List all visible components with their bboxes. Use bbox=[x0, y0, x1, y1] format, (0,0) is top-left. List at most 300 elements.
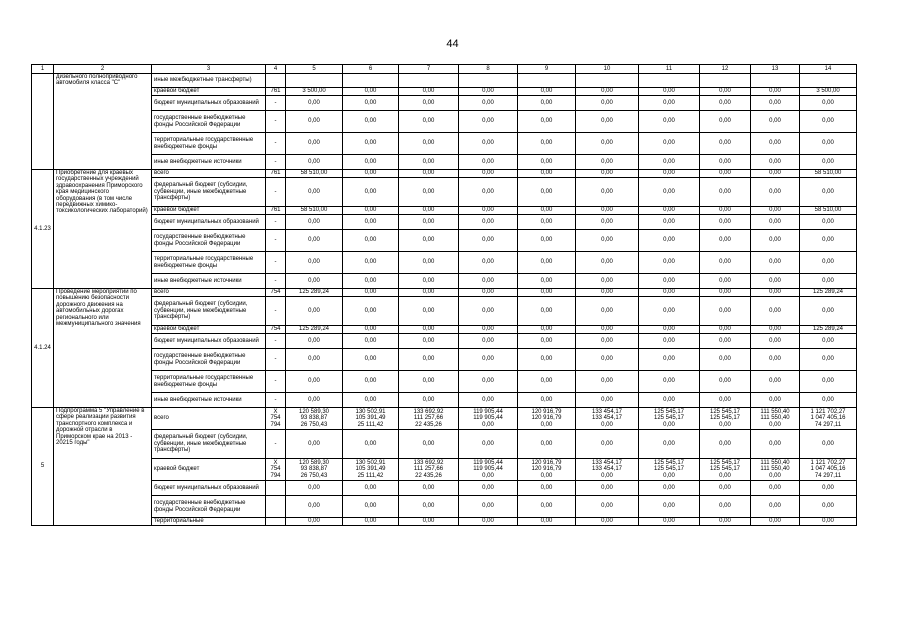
value-cell: 0,00 bbox=[343, 518, 399, 526]
value-cell: 0,00 bbox=[576, 252, 639, 274]
value-cell: 0,00 bbox=[700, 111, 751, 133]
value-cell: 0,00 bbox=[399, 88, 459, 96]
value-cell: 0,00 bbox=[576, 274, 639, 289]
value-cell: 0,00 bbox=[751, 297, 800, 326]
value-cell: 0,00 bbox=[576, 111, 639, 133]
value-cell: 0,00 bbox=[518, 170, 576, 178]
code-cell: X 754 794 bbox=[266, 408, 286, 430]
value-cell: 0,00 bbox=[639, 297, 700, 326]
value-cell: 0,00 bbox=[286, 518, 343, 526]
value-cell: 0,00 bbox=[286, 274, 343, 289]
value-cell: 0,00 bbox=[700, 178, 751, 207]
code-cell: 761 bbox=[266, 88, 286, 96]
value-cell: 0,00 bbox=[700, 230, 751, 252]
funding-source-cell: всего bbox=[152, 408, 266, 430]
value-cell: 0,00 bbox=[518, 207, 576, 215]
value-cell: 0,00 bbox=[399, 155, 459, 170]
value-cell: 0,00 bbox=[459, 88, 518, 96]
value-cell: 0,00 bbox=[459, 274, 518, 289]
code-cell: - bbox=[266, 349, 286, 371]
header-row bbox=[32, 65, 857, 74]
value-cell: 0,00 bbox=[576, 289, 639, 297]
table-row bbox=[32, 297, 857, 326]
value-cell: 0,00 bbox=[399, 297, 459, 326]
value-cell: 0,00 bbox=[751, 88, 800, 96]
value-cell: 0,00 bbox=[518, 96, 576, 111]
value-cell bbox=[700, 74, 751, 88]
value-cell: 0,00 bbox=[343, 88, 399, 96]
table-row bbox=[32, 289, 857, 297]
value-cell: 0,00 bbox=[639, 133, 700, 155]
funding-source-cell: федеральный бюджет (субсидии, субвенции, иные межбюджетные трансферты) bbox=[152, 430, 266, 459]
value-cell: 0,00 bbox=[639, 393, 700, 408]
value-cell: 0,00 bbox=[576, 334, 639, 349]
table-row bbox=[32, 430, 857, 459]
value-cell: 0,00 bbox=[700, 252, 751, 274]
value-cell: 0,00 bbox=[639, 88, 700, 96]
table-row bbox=[32, 215, 857, 230]
code-cell: - bbox=[266, 297, 286, 326]
value-cell: 0,00 bbox=[576, 88, 639, 96]
value-cell: 58 510,00 bbox=[800, 170, 857, 178]
value-cell: 0,00 bbox=[518, 274, 576, 289]
table-row bbox=[32, 408, 857, 430]
value-cell: 0,00 bbox=[800, 297, 857, 326]
value-cell: 0,00 bbox=[576, 518, 639, 526]
value-cell: 0,00 bbox=[751, 155, 800, 170]
code-cell bbox=[266, 518, 286, 526]
table-row bbox=[32, 111, 857, 133]
value-cell: 0,00 bbox=[399, 334, 459, 349]
header-cell-4: 4 bbox=[266, 65, 286, 74]
value-cell: 0,00 bbox=[751, 371, 800, 393]
item-number-cell: 5 bbox=[32, 408, 54, 526]
value-cell: 0,00 bbox=[639, 326, 700, 334]
value-cell: 133 454,17 133 454,17 0,00 bbox=[576, 459, 639, 481]
value-cell: 0,00 bbox=[459, 111, 518, 133]
funding-source-cell: территориальные государственные внебюджетные фонды bbox=[152, 371, 266, 393]
value-cell: 0,00 bbox=[700, 326, 751, 334]
value-cell: 0,00 bbox=[459, 230, 518, 252]
value-cell: 0,00 bbox=[399, 111, 459, 133]
table-row bbox=[32, 133, 857, 155]
value-cell: 0,00 bbox=[459, 371, 518, 393]
table-row bbox=[32, 230, 857, 252]
value-cell: 125 545,17 125 545,17 0,00 bbox=[700, 408, 751, 430]
code-cell: 761 bbox=[266, 207, 286, 215]
code-cell bbox=[266, 74, 286, 88]
funding-source-cell: иные внебюджетные источники bbox=[152, 393, 266, 408]
value-cell: 58 510,00 bbox=[286, 170, 343, 178]
value-cell: 0,00 bbox=[459, 496, 518, 518]
value-cell: 0,00 bbox=[639, 96, 700, 111]
value-cell: 119 905,44 119 905,44 0,00 bbox=[459, 459, 518, 481]
header-cell-9: 9 bbox=[518, 65, 576, 74]
value-cell: 0,00 bbox=[700, 88, 751, 96]
funding-source-cell: государственные внебюджетные фонды Российской Федерации bbox=[152, 111, 266, 133]
value-cell: 0,00 bbox=[576, 230, 639, 252]
value-cell bbox=[286, 74, 343, 88]
value-cell: 0,00 bbox=[576, 96, 639, 111]
value-cell: 0,00 bbox=[800, 155, 857, 170]
value-cell: 0,00 bbox=[700, 133, 751, 155]
value-cell bbox=[639, 74, 700, 88]
header-cell-8: 8 bbox=[459, 65, 518, 74]
table-row bbox=[32, 518, 857, 526]
value-cell: 0,00 bbox=[800, 274, 857, 289]
table-row bbox=[32, 274, 857, 289]
code-cell: 754 bbox=[266, 289, 286, 297]
value-cell: 0,00 bbox=[459, 334, 518, 349]
value-cell: 0,00 bbox=[343, 96, 399, 111]
value-cell: 0,00 bbox=[639, 496, 700, 518]
table-row bbox=[32, 207, 857, 215]
value-cell: 0,00 bbox=[751, 252, 800, 274]
code-cell: - bbox=[266, 274, 286, 289]
value-cell bbox=[343, 74, 399, 88]
value-cell: 0,00 bbox=[800, 96, 857, 111]
funding-source-cell: бюджет муниципальных образований bbox=[152, 481, 266, 496]
value-cell: 0,00 bbox=[751, 96, 800, 111]
value-cell: 0,00 bbox=[751, 207, 800, 215]
value-cell: 0,00 bbox=[751, 430, 800, 459]
value-cell: 0,00 bbox=[700, 371, 751, 393]
value-cell: 0,00 bbox=[751, 334, 800, 349]
value-cell: 0,00 bbox=[639, 334, 700, 349]
funding-source-cell: краевой бюджет bbox=[152, 459, 266, 481]
value-cell: 0,00 bbox=[751, 496, 800, 518]
value-cell: 0,00 bbox=[343, 215, 399, 230]
funding-source-cell: бюджет муниципальных образований bbox=[152, 96, 266, 111]
table-row bbox=[32, 252, 857, 274]
value-cell: 0,00 bbox=[518, 289, 576, 297]
table-row bbox=[32, 481, 857, 496]
funding-source-cell: федеральный бюджет (субсидии, субвенции, иные межбюджетные трансферты) bbox=[152, 297, 266, 326]
code-cell: - bbox=[266, 96, 286, 111]
funding-source-cell: территориальные bbox=[152, 518, 266, 526]
value-cell: 0,00 bbox=[286, 155, 343, 170]
value-cell: 0,00 bbox=[800, 371, 857, 393]
value-cell: 0,00 bbox=[518, 371, 576, 393]
value-cell: 0,00 bbox=[576, 496, 639, 518]
value-cell: 120 589,30 93 838,87 26 750,43 bbox=[286, 408, 343, 430]
item-name-cell: Проведение мероприятий по повышению безопасности дорожного движения на автомобильных дорогах регионального или межмуниципального значения bbox=[54, 289, 152, 408]
funding-source-cell: иные межбюджетные трансферты) bbox=[152, 74, 266, 88]
value-cell: 0,00 bbox=[576, 155, 639, 170]
value-cell: 130 502,91 105 391,49 25 111,42 bbox=[343, 459, 399, 481]
value-cell: 3 500,00 bbox=[800, 88, 857, 96]
value-cell: 0,00 bbox=[700, 289, 751, 297]
value-cell: 125 289,24 bbox=[800, 289, 857, 297]
value-cell: 0,00 bbox=[399, 430, 459, 459]
header-cell-1: 1 bbox=[32, 65, 54, 74]
value-cell: 0,00 bbox=[286, 215, 343, 230]
value-cell: 0,00 bbox=[343, 393, 399, 408]
value-cell: 0,00 bbox=[751, 393, 800, 408]
value-cell: 0,00 bbox=[343, 289, 399, 297]
value-cell: 0,00 bbox=[639, 371, 700, 393]
value-cell: 0,00 bbox=[751, 215, 800, 230]
value-cell: 0,00 bbox=[399, 326, 459, 334]
value-cell: 0,00 bbox=[639, 155, 700, 170]
value-cell: 0,00 bbox=[518, 297, 576, 326]
value-cell: 0,00 bbox=[800, 496, 857, 518]
value-cell: 0,00 bbox=[399, 230, 459, 252]
funding-source-cell: краевой бюджет bbox=[152, 207, 266, 215]
table-row bbox=[32, 459, 857, 481]
value-cell: 0,00 bbox=[751, 133, 800, 155]
value-cell: 0,00 bbox=[459, 326, 518, 334]
value-cell bbox=[800, 74, 857, 88]
value-cell: 0,00 bbox=[286, 297, 343, 326]
value-cell: 0,00 bbox=[286, 393, 343, 408]
code-cell bbox=[266, 496, 286, 518]
header-cell-13: 13 bbox=[751, 65, 800, 74]
value-cell: 0,00 bbox=[343, 326, 399, 334]
value-cell: 0,00 bbox=[639, 430, 700, 459]
code-cell: 761 bbox=[266, 170, 286, 178]
header-cell-11: 11 bbox=[639, 65, 700, 74]
value-cell: 0,00 bbox=[700, 274, 751, 289]
value-cell: 0,00 bbox=[518, 88, 576, 96]
header-cell-10: 10 bbox=[576, 65, 639, 74]
value-cell: 0,00 bbox=[576, 393, 639, 408]
header-cell-7: 7 bbox=[399, 65, 459, 74]
value-cell: 0,00 bbox=[286, 252, 343, 274]
table-row bbox=[32, 334, 857, 349]
value-cell: 0,00 bbox=[518, 133, 576, 155]
value-cell: 125 545,17 125 545,17 0,00 bbox=[700, 459, 751, 481]
value-cell: 125 289,24 bbox=[800, 326, 857, 334]
value-cell: 0,00 bbox=[751, 178, 800, 207]
value-cell: 0,00 bbox=[459, 215, 518, 230]
value-cell: 0,00 bbox=[459, 252, 518, 274]
value-cell: 0,00 bbox=[751, 518, 800, 526]
value-cell: 0,00 bbox=[286, 178, 343, 207]
value-cell: 0,00 bbox=[700, 155, 751, 170]
value-cell: 0,00 bbox=[700, 481, 751, 496]
value-cell: 125 545,17 125 545,17 0,00 bbox=[639, 459, 700, 481]
value-cell: 0,00 bbox=[576, 481, 639, 496]
value-cell: 0,00 bbox=[399, 207, 459, 215]
value-cell: 0,00 bbox=[459, 207, 518, 215]
value-cell: 111 550,40 111 550,40 0,00 bbox=[751, 408, 800, 430]
value-cell: 0,00 bbox=[459, 289, 518, 297]
funding-source-cell: государственные внебюджетные фонды Российской Федерации bbox=[152, 496, 266, 518]
value-cell: 0,00 bbox=[286, 349, 343, 371]
value-cell: 0,00 bbox=[399, 496, 459, 518]
value-cell: 0,00 bbox=[639, 349, 700, 371]
code-cell bbox=[266, 481, 286, 496]
value-cell: 0,00 bbox=[343, 481, 399, 496]
value-cell: 0,00 bbox=[459, 96, 518, 111]
table-row bbox=[32, 393, 857, 408]
value-cell: 0,00 bbox=[800, 393, 857, 408]
funding-source-cell: федеральный бюджет (субсидии, субвенции, иные межбюджетные трансферты) bbox=[152, 178, 266, 207]
value-cell: 0,00 bbox=[518, 518, 576, 526]
value-cell: 119 905,44 119 905,44 0,00 bbox=[459, 408, 518, 430]
value-cell: 0,00 bbox=[399, 371, 459, 393]
value-cell: 0,00 bbox=[286, 496, 343, 518]
table-row bbox=[32, 74, 857, 88]
value-cell bbox=[399, 74, 459, 88]
value-cell: 0,00 bbox=[639, 518, 700, 526]
value-cell: 0,00 bbox=[343, 170, 399, 178]
value-cell: 0,00 bbox=[518, 430, 576, 459]
value-cell: 0,00 bbox=[459, 349, 518, 371]
value-cell: 120 589,30 93 838,87 26 750,43 bbox=[286, 459, 343, 481]
value-cell: 0,00 bbox=[639, 289, 700, 297]
value-cell: 0,00 bbox=[518, 230, 576, 252]
code-cell: - bbox=[266, 371, 286, 393]
value-cell: 0,00 bbox=[399, 481, 459, 496]
value-cell: 0,00 bbox=[286, 334, 343, 349]
value-cell: 0,00 bbox=[343, 371, 399, 393]
budget-table bbox=[31, 64, 857, 526]
value-cell: 0,00 bbox=[751, 289, 800, 297]
table-row bbox=[32, 96, 857, 111]
value-cell: 0,00 bbox=[343, 297, 399, 326]
value-cell: 3 500,00 bbox=[286, 88, 343, 96]
value-cell: 0,00 bbox=[518, 496, 576, 518]
value-cell: 0,00 bbox=[700, 215, 751, 230]
code-cell: - bbox=[266, 133, 286, 155]
value-cell: 0,00 bbox=[800, 252, 857, 274]
value-cell: 0,00 bbox=[700, 430, 751, 459]
value-cell: 0,00 bbox=[639, 252, 700, 274]
value-cell: 0,00 bbox=[518, 334, 576, 349]
value-cell: 0,00 bbox=[518, 111, 576, 133]
value-cell: 0,00 bbox=[639, 274, 700, 289]
funding-source-cell: государственные внебюджетные фонды Российской Федерации bbox=[152, 230, 266, 252]
value-cell: 0,00 bbox=[286, 371, 343, 393]
value-cell: 0,00 bbox=[459, 481, 518, 496]
code-cell: - bbox=[266, 252, 286, 274]
value-cell: 0,00 bbox=[399, 252, 459, 274]
value-cell: 0,00 bbox=[639, 230, 700, 252]
value-cell: 0,00 bbox=[343, 334, 399, 349]
value-cell: 0,00 bbox=[639, 207, 700, 215]
funding-source-cell: территориальные государственные внебюджетные фонды bbox=[152, 252, 266, 274]
value-cell: 0,00 bbox=[399, 178, 459, 207]
value-cell: 0,00 bbox=[800, 334, 857, 349]
value-cell: 0,00 bbox=[800, 430, 857, 459]
code-cell: - bbox=[266, 155, 286, 170]
value-cell bbox=[751, 74, 800, 88]
value-cell: 0,00 bbox=[286, 481, 343, 496]
item-name-cell: Приобретение для краевых государственных учреждений здравоохранения Приморского края медицинского оборудования (в том числе передвижных химико-токсикологических лабораторий) bbox=[54, 170, 152, 289]
value-cell: 0,00 bbox=[639, 215, 700, 230]
value-cell: 0,00 bbox=[343, 178, 399, 207]
value-cell: 125 289,24 bbox=[286, 326, 343, 334]
funding-source-cell: территориальные государственные внебюджетные фонды bbox=[152, 133, 266, 155]
value-cell: 0,00 bbox=[751, 481, 800, 496]
value-cell: 0,00 bbox=[700, 518, 751, 526]
header-cell-14: 14 bbox=[800, 65, 857, 74]
value-cell: 0,00 bbox=[576, 297, 639, 326]
value-cell: 0,00 bbox=[576, 349, 639, 371]
value-cell: 0,00 bbox=[800, 349, 857, 371]
value-cell: 0,00 bbox=[399, 349, 459, 371]
value-cell: 1 121 702,27 1 047 405,16 74 297,11 bbox=[800, 408, 857, 430]
value-cell: 0,00 bbox=[343, 252, 399, 274]
funding-source-cell: государственные внебюджетные фонды Российской Федерации bbox=[152, 349, 266, 371]
table-row bbox=[32, 371, 857, 393]
value-cell: 0,00 bbox=[343, 111, 399, 133]
table-row bbox=[32, 349, 857, 371]
code-cell: - bbox=[266, 178, 286, 207]
value-cell: 0,00 bbox=[343, 274, 399, 289]
table-row bbox=[32, 155, 857, 170]
value-cell: 0,00 bbox=[343, 133, 399, 155]
value-cell: 0,00 bbox=[518, 215, 576, 230]
code-cell: 754 bbox=[266, 326, 286, 334]
value-cell: 133 692,92 111 257,66 22 435,26 bbox=[399, 408, 459, 430]
value-cell: 0,00 bbox=[399, 170, 459, 178]
value-cell: 0,00 bbox=[343, 349, 399, 371]
value-cell: 0,00 bbox=[700, 349, 751, 371]
funding-source-cell: бюджет муниципальных образований bbox=[152, 334, 266, 349]
value-cell: 0,00 bbox=[343, 496, 399, 518]
value-cell: 0,00 bbox=[639, 170, 700, 178]
value-cell: 0,00 bbox=[576, 371, 639, 393]
value-cell: 0,00 bbox=[518, 155, 576, 170]
value-cell: 0,00 bbox=[800, 215, 857, 230]
item-name-cell: Подпрограмма 5 "Управление в сфере реализации развития транспортного комплекса и дорожной отрасли в Приморском крае на 2013 - 20215 годы" bbox=[54, 408, 152, 526]
value-cell: 0,00 bbox=[286, 133, 343, 155]
value-cell: 0,00 bbox=[800, 178, 857, 207]
value-cell: 0,00 bbox=[800, 133, 857, 155]
value-cell: 0,00 bbox=[459, 393, 518, 408]
value-cell: 0,00 bbox=[459, 518, 518, 526]
value-cell: 133 454,17 133 454,17 0,00 bbox=[576, 408, 639, 430]
value-cell: 0,00 bbox=[576, 178, 639, 207]
value-cell: 125 545,17 125 545,17 0,00 bbox=[639, 408, 700, 430]
value-cell: 0,00 bbox=[751, 111, 800, 133]
value-cell: 0,00 bbox=[700, 170, 751, 178]
value-cell: 58 510,00 bbox=[286, 207, 343, 215]
value-cell: 133 692,92 111 257,66 22 435,26 bbox=[399, 459, 459, 481]
value-cell: 0,00 bbox=[700, 393, 751, 408]
code-cell: - bbox=[266, 111, 286, 133]
value-cell: 0,00 bbox=[286, 96, 343, 111]
value-cell: 0,00 bbox=[399, 393, 459, 408]
value-cell: 0,00 bbox=[518, 252, 576, 274]
code-cell: X 754 794 bbox=[266, 459, 286, 481]
page-number: 44 bbox=[446, 38, 459, 50]
funding-source-cell: краевой бюджет bbox=[152, 88, 266, 96]
value-cell: 0,00 bbox=[518, 393, 576, 408]
value-cell: 0,00 bbox=[700, 334, 751, 349]
header-cell-5: 5 bbox=[286, 65, 343, 74]
value-cell: 0,00 bbox=[399, 215, 459, 230]
value-cell: 0,00 bbox=[459, 133, 518, 155]
value-cell: 0,00 bbox=[751, 230, 800, 252]
value-cell bbox=[576, 74, 639, 88]
value-cell: 0,00 bbox=[399, 518, 459, 526]
code-cell: - bbox=[266, 430, 286, 459]
value-cell: 58 510,00 bbox=[800, 207, 857, 215]
value-cell: 0,00 bbox=[343, 430, 399, 459]
value-cell: 130 502,91 105 391,49 25 111,42 bbox=[343, 408, 399, 430]
value-cell: 0,00 bbox=[639, 481, 700, 496]
value-cell: 0,00 bbox=[459, 430, 518, 459]
value-cell: 0,00 bbox=[399, 274, 459, 289]
value-cell: 0,00 bbox=[576, 430, 639, 459]
value-cell: 0,00 bbox=[751, 349, 800, 371]
item-number-cell: 4.1.24 bbox=[32, 289, 54, 408]
item-name-cell: дизельного полноприводного автомобиля класса "С" bbox=[54, 74, 152, 170]
